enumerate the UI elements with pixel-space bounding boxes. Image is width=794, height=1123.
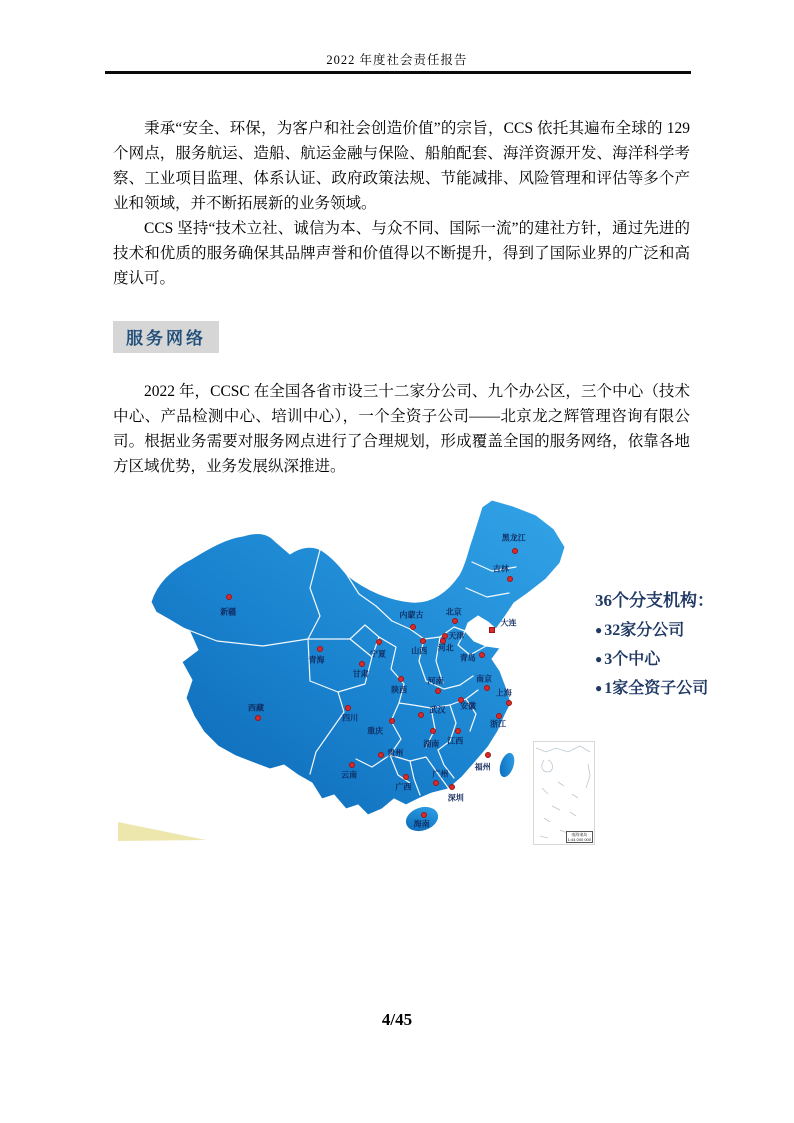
section-title-service-network: 服务网络 bbox=[113, 321, 219, 353]
map-marker-dot bbox=[389, 718, 395, 724]
paragraph-3: 2022 年，CCSC 在全国各省市设三十二家分公司、九个办公区，三个中心（技术中心、产品检测中心、培训中心），一个全资子公司——北京龙之辉管理咨询有限公司。根据业务需要对服务网点进行了合理规划，形成覆盖全国的服务网络，依靠各地方区域优势，业务发展纵深推进。 bbox=[113, 383, 690, 475]
map-marker-dot bbox=[484, 685, 490, 691]
map-marker-dot bbox=[512, 548, 518, 554]
map-marker-label: 云南 bbox=[341, 770, 358, 780]
map-marker-dot bbox=[359, 661, 365, 667]
legend-item-label: 1家全资子公司 bbox=[604, 680, 709, 697]
map-marker-label: 吉林 bbox=[492, 564, 509, 574]
map-marker-label: 广西 bbox=[395, 782, 412, 792]
legend-items bbox=[595, 621, 760, 698]
legend-title: 36个分支机构： bbox=[595, 591, 714, 610]
map-marker-label: 重庆 bbox=[367, 726, 384, 736]
map-marker-dot bbox=[449, 784, 455, 790]
map-marker-label: 深圳 bbox=[447, 793, 464, 803]
map-marker-dot bbox=[507, 576, 513, 582]
bullet-icon: ● bbox=[595, 623, 603, 637]
map-marker-label: 福州 bbox=[474, 762, 491, 772]
map-marker-dot bbox=[442, 633, 448, 639]
map-marker-label: 内蒙古 bbox=[399, 610, 424, 620]
map-marker-label: 青岛 bbox=[459, 653, 476, 663]
paragraph-1: 秉承“安全、环保，为客户和社会创造价值”的宗旨，CCS 依托其遍布全球的 129 个网点，服务航运、造船、航运金融与保险、船舶配套、海洋资源开发、海洋科学考察、工业项目监理、体系认证、政府政策法规、节能减排、风险管理和评估等多个产业和领域，并不断拓展新的业务领域。 bbox=[113, 120, 690, 212]
map-marker-label: 浙江 bbox=[489, 719, 506, 729]
legend-item bbox=[595, 650, 760, 669]
map-marker-label: 河北 bbox=[437, 643, 454, 653]
paragraph-2: CCS 坚持“技术立社、诚信为本、与众不同、国际一流”的建社方针，通过先进的技术和优质的服务确保其品牌声誉和价值得以不断提升，得到了国际业界的广泛和高度认可。 bbox=[113, 220, 690, 287]
map-marker-dot bbox=[226, 594, 232, 600]
map-marker-dot bbox=[433, 780, 439, 786]
map-marker-dot bbox=[479, 652, 485, 658]
page-number: 4/45 bbox=[381, 1010, 413, 1029]
map-marker-label: 海南 bbox=[413, 819, 430, 829]
map-marker-label: 北京 bbox=[445, 607, 462, 617]
map-marker-dot bbox=[349, 762, 355, 768]
map-marker-label: 上海 bbox=[495, 688, 512, 698]
map-marker-label: 广州 bbox=[432, 769, 449, 779]
bullet-icon: ● bbox=[595, 652, 603, 666]
map-marker-label: 甘肃 bbox=[352, 669, 369, 679]
map-marker-label: 天津 bbox=[448, 631, 465, 641]
map-marker-dot bbox=[410, 624, 416, 630]
map-marker-dot bbox=[421, 812, 427, 818]
map-marker-dot bbox=[489, 627, 495, 633]
map-markers bbox=[113, 498, 593, 858]
bullet-icon: ● bbox=[595, 681, 603, 695]
legend-item bbox=[595, 679, 760, 698]
body-text-block bbox=[113, 116, 690, 479]
china-service-network-map bbox=[113, 498, 763, 870]
map-marker-label: 大连 bbox=[500, 618, 517, 628]
map-marker-label: 河南 bbox=[427, 676, 444, 686]
legend-item-label: 32家分公司 bbox=[604, 622, 685, 639]
map-marker-dot bbox=[378, 752, 384, 758]
map-marker-dot bbox=[435, 688, 441, 694]
map-marker-label: 山西 bbox=[411, 646, 428, 656]
inset-label-line: 南海诸岛 bbox=[571, 832, 588, 837]
map-marker-dot bbox=[317, 646, 323, 652]
map-marker-label: 西藏 bbox=[248, 703, 265, 713]
map-marker-dot bbox=[452, 618, 458, 624]
map-marker-dot bbox=[398, 676, 404, 682]
map-marker-dot bbox=[345, 705, 351, 711]
inset-label-line: 1:44 000 000 bbox=[567, 837, 591, 842]
map-legend bbox=[595, 591, 760, 698]
map-marker-dot bbox=[455, 728, 461, 734]
map-marker-dot bbox=[506, 700, 512, 706]
map-marker-label: 黑龙江 bbox=[501, 533, 526, 543]
header-rule bbox=[105, 71, 691, 74]
map-marker-dot bbox=[430, 728, 436, 734]
map-marker-label: 青海 bbox=[308, 655, 325, 665]
map-marker-label: 新疆 bbox=[220, 607, 237, 617]
map-marker-dot bbox=[403, 774, 409, 780]
map-marker-label: 江西 bbox=[447, 736, 464, 746]
map-marker-label: 南京 bbox=[476, 674, 493, 684]
page-header-title: 2022 年度社会责任报告 bbox=[326, 53, 468, 67]
china-map-graphic bbox=[113, 498, 593, 858]
legend-item bbox=[595, 621, 760, 640]
legend-item-label: 3个中心 bbox=[604, 651, 661, 668]
map-marker-label: 贵州 bbox=[387, 748, 404, 758]
map-marker-dot bbox=[418, 712, 424, 718]
map-marker-label: 宁夏 bbox=[369, 649, 386, 659]
map-marker-label: 武汉 bbox=[429, 705, 446, 715]
map-marker-dot bbox=[376, 639, 382, 645]
map-marker-label: 安徽 bbox=[460, 701, 477, 711]
map-marker-dot bbox=[255, 715, 261, 721]
map-marker-dot bbox=[485, 752, 491, 758]
map-marker-label: 四川 bbox=[342, 713, 359, 723]
map-marker-label: 陕西 bbox=[391, 685, 408, 695]
map-marker-dot bbox=[496, 713, 502, 719]
map-marker-dot bbox=[420, 638, 426, 644]
map-marker-label: 湖南 bbox=[423, 739, 440, 749]
